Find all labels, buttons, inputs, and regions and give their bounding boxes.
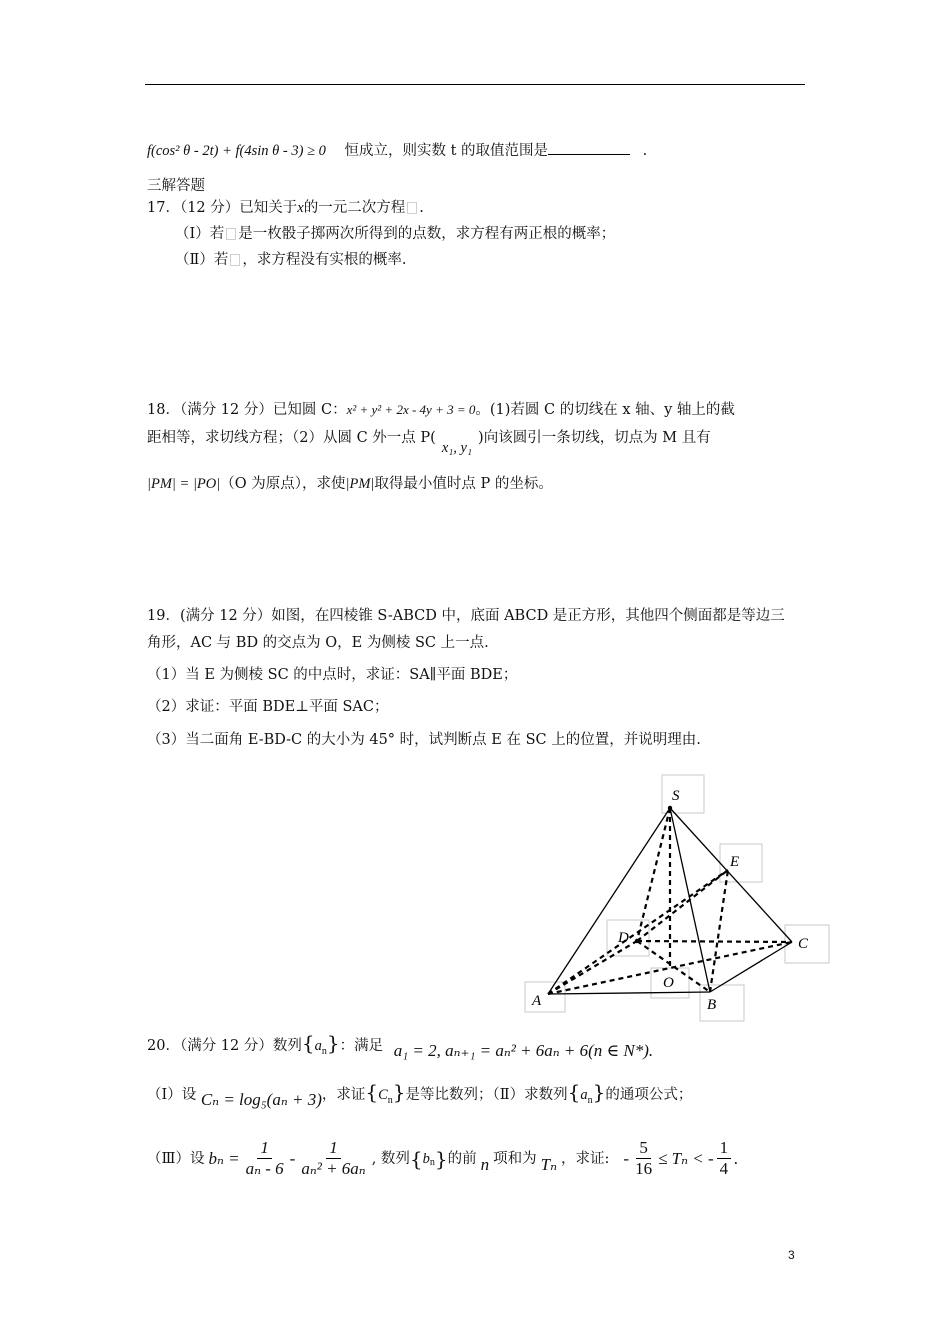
var-n: n [480, 1154, 490, 1174]
pm-po-equation: |PM| = |PO| [147, 476, 221, 492]
q17-part1-a: （Ⅰ）若 [175, 226, 225, 242]
edge-be [710, 870, 728, 992]
cn-definition: Cₙ = log₅(aₙ + 3) [200, 1090, 322, 1109]
edge-ab [548, 992, 710, 994]
edge-sa [548, 808, 670, 994]
prev-tail: . [642, 143, 648, 159]
q17-stem: 17．（12 分）已知关于x的一元二次方程 . [147, 200, 424, 216]
frac-2: $\frac{1}{\text{aₙ² + 6aₙ}}$ [301, 1138, 366, 1178]
q19-line2: 角形，AC 与 BD 的交点为 O，E 为侧棱 SC 上一点. [147, 635, 489, 651]
pyramid-figure [520, 772, 840, 1027]
edge-ad [548, 941, 637, 994]
q18-line1 [147, 400, 735, 420]
label-e: E [730, 854, 740, 870]
label-s: S [672, 788, 680, 804]
q17-part2-b: ，求方程没有实根的概率. [242, 252, 407, 268]
q20-p1-b: ，求证 [321, 1087, 366, 1103]
answer-blank [548, 140, 630, 155]
q18-l3-a: （O 为原点），求使 [220, 476, 346, 492]
prev-text: 恒成立，则实数 t 的取值范围是 [344, 143, 549, 159]
label-d: D [618, 930, 629, 946]
minus-sign: - [289, 1148, 296, 1168]
edge-sc [670, 808, 792, 942]
q20-line1: 20．（满分 12 分）数列$\{a_n\}$：满足 a₁ = 2, aₙ₊₁ = aₙ² + 6aₙ + 6(n ∈ N*). [147, 1031, 654, 1060]
prev-formula: f(cos² θ - 2t) + f(4sin θ - 3) ≥ 0 [147, 143, 326, 159]
q19-part1: （1）当 E 为侧棱 SC 的中点时，求证：SA∥平面 BDE； [147, 667, 518, 683]
q17-part1-b: 是一枚骰子掷两次所得到的点数，求方程有两正根的概率； [238, 226, 616, 242]
q20-l1-a: 20．（满分 12 分）数列 [147, 1038, 302, 1054]
prev-question-line [147, 140, 647, 161]
q18-line3 [147, 474, 553, 494]
equation-placeholder-icon [407, 202, 417, 214]
page-number: 3 [788, 1248, 795, 1262]
q20-p3-b: , 数列 [371, 1150, 410, 1167]
circle-equation: x² + y² + 2x - 4y + 3 = 0 [346, 402, 476, 417]
label-o: O [663, 975, 674, 991]
q18-l2-b: )向该圆引一条切线，切点为 M 且有 [478, 430, 711, 446]
vertex-s [668, 806, 672, 810]
q18-l2-a: 距相等，求切线方程；（2）从圆 C 外一点 P( [147, 430, 436, 446]
label-box-e [720, 844, 762, 882]
final-dot: . [734, 1148, 739, 1168]
q20-p3-a: （Ⅲ）设 [147, 1150, 205, 1167]
point-coords: x₁, y₁ [441, 440, 473, 456]
header-rule [145, 84, 805, 85]
label-c: C [798, 936, 809, 952]
pm-abs: |PM| [345, 476, 375, 492]
var-tn: Tₙ [540, 1154, 557, 1174]
q20-line3: （Ⅲ）设 bₙ = $\frac{1}{\text{aₙ - 6}}$ - $\frac{1}{\text{aₙ² + 6aₙ}}$ , 数列 { b n } 的前 n 项和为 Tₙ ，求证: - $\frac{5}{16}$ ≤ Tₙ < - $\frac{1}{4}$ . [147, 1138, 739, 1178]
q20-p1-c: 是等比数列；（Ⅱ）求数列 [405, 1087, 568, 1103]
frac-5-16: $\frac{5}{16}$ [635, 1138, 653, 1178]
label-b: B [707, 997, 717, 1013]
q20-p3-c: 的前 [447, 1150, 477, 1167]
q20-p3-d: 项和为 [493, 1150, 537, 1167]
q20-p1-a: （Ⅰ）设 [147, 1087, 197, 1103]
recurrence: a₁ = 2, aₙ₊₁ = aₙ² + 6aₙ + 6(n ∈ N*). [393, 1041, 654, 1060]
param-placeholder-icon [226, 228, 236, 240]
q19-line1: 19．(满分 12 分）如图，在四棱锥 S-ABCD 中，底面 ABCD 是正方形，其他四个侧面都是等边三 [147, 608, 785, 624]
bn-lhs: bₙ = [208, 1148, 240, 1168]
q17-part2 [175, 250, 406, 270]
q17-var: x [297, 200, 304, 216]
vertex-d [635, 939, 639, 943]
q20-line2: （Ⅰ）设 Cₙ = log₅(aₙ + 3)，求证$\{C_n\}$是等比数列；（Ⅱ）求数列$\{a_n\}$的通项公式； [147, 1080, 693, 1109]
seq-a: a [314, 1038, 322, 1054]
q20-p1-d: 的通项公式； [605, 1087, 693, 1103]
frac-1-4: $\frac{1}{4}$ [717, 1138, 732, 1179]
q19-part2: （2）求证：平面 BDE⊥平面 SAC； [147, 699, 389, 715]
q20-p3-e: ，求证: [561, 1150, 610, 1167]
q17-part2-a: （Ⅱ）若 [175, 252, 229, 268]
q17-stem-a: 17．（12 分）已知关于 [147, 200, 298, 216]
q17-part1 [175, 224, 615, 244]
condition-placeholder-icon [230, 254, 240, 266]
q18-l3-b: 取得最小值时点 P 的坐标。 [374, 476, 553, 492]
q17-stem-b: 的一元二次方程 [303, 200, 406, 216]
q20-l1-b: ：满足 [339, 1038, 384, 1054]
frac-1: $\frac{1}{\text{aₙ - 6}}$ [245, 1138, 284, 1178]
ineq-neg: - [623, 1148, 630, 1168]
q18-l1-b: 。(1)若圆 C 的切线在 x 轴、y 轴上的截 [475, 402, 735, 418]
q19-part3: （3）当二面角 E-BD-C 的大小为 45° 时，试判断点 E 在 SC 上的位置，并说明理由. [147, 732, 701, 748]
label-a: A [532, 993, 542, 1009]
section-heading: 三解答题 [147, 178, 205, 194]
q18-l1-a: 18．（满分 12 分）已知圆 C： [147, 402, 347, 418]
q18-line2 [147, 428, 711, 456]
ineq-mid: ≤ Tₙ < - [658, 1148, 714, 1168]
edge-bc [710, 942, 792, 992]
edge-dc [637, 941, 792, 942]
